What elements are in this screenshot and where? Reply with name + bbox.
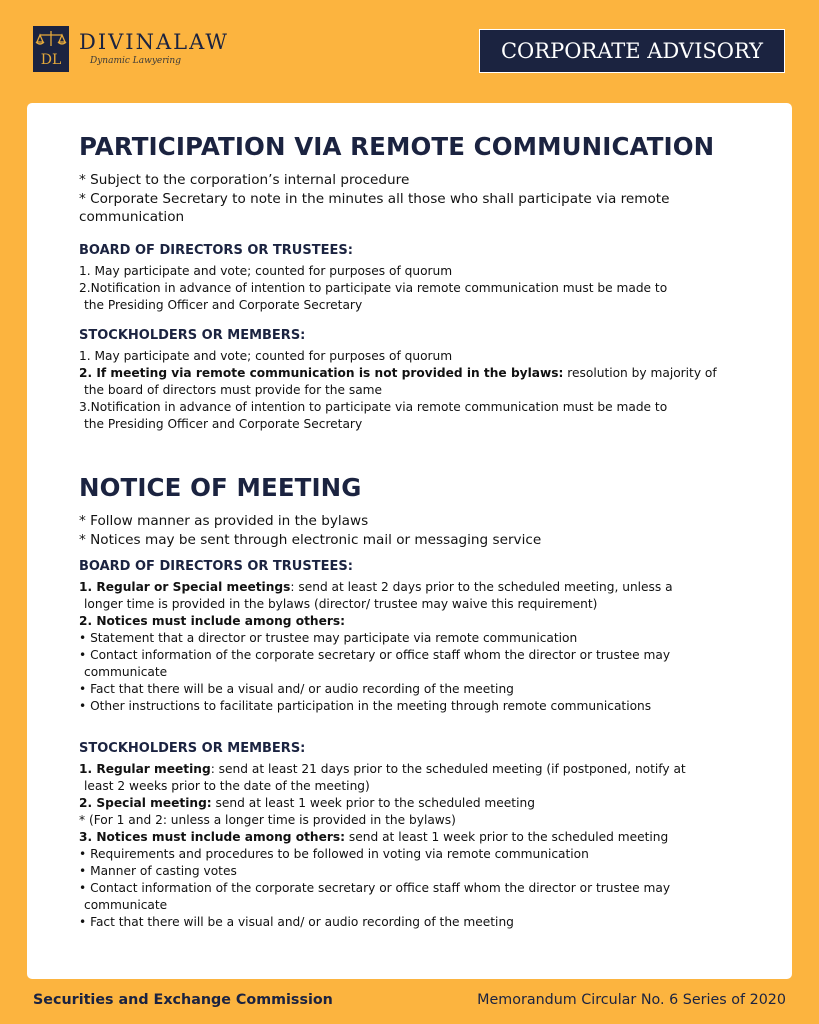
list-item-text: send at least 1 week prior to the scheduled meeting xyxy=(211,796,535,810)
section-title: NOTICE OF MEETING xyxy=(79,473,362,502)
list-item xyxy=(79,829,749,846)
list-item-bold: 2. If meeting via remote communication is not provided in the bylaws: xyxy=(79,365,564,380)
stockholders-subsection xyxy=(79,328,749,433)
brand-tagline: Dynamic Lawyering xyxy=(90,56,181,66)
list-item-bold: 2. Special meeting: xyxy=(79,796,212,810)
dot-item: • Other instructions to facilitate participation in the meeting through remote communications xyxy=(79,699,652,713)
board-subsection xyxy=(79,559,749,715)
board-list xyxy=(79,263,749,314)
list-item-continuation: the Presiding Officer and Corporate Secretary xyxy=(84,297,363,312)
section-bullets xyxy=(79,171,749,227)
section-notice-of-meeting xyxy=(79,473,749,931)
list-item-text: resolution by majority of xyxy=(563,365,717,380)
list-item-text: : send at least 2 days prior to the scheduled meeting, unless a xyxy=(290,580,673,594)
bullet-item: * Corporate Secretary to note in the minutes all those who shall participate via remote communication xyxy=(79,190,670,225)
section-participation xyxy=(79,132,749,433)
bullet-item: * Subject to the corporation’s internal procedure xyxy=(79,172,410,188)
list-note: * (For 1 and 2: unless a longer time is provided in the bylaws) xyxy=(79,813,456,827)
bullet-item: * Follow manner as provided in the bylaws xyxy=(79,513,369,529)
subsection-heading: BOARD OF DIRECTORS OR TRUSTEES: xyxy=(79,242,353,258)
footer-circular-reference: Memorandum Circular No. 6 Series of 2020 xyxy=(477,992,786,1008)
dot-item: • Statement that a director or trustee may participate via remote communication xyxy=(79,631,578,645)
list-item-continuation: least 2 weeks prior to the date of the meeting) xyxy=(84,779,370,793)
dot-item: • Fact that there will be a visual and/ or audio recording of the meeting xyxy=(79,682,514,696)
list-item: 1. May participate and vote; counted for purposes of quorum xyxy=(79,348,453,363)
board-subsection xyxy=(79,243,749,314)
dot-item: • Requirements and procedures to be followed in voting via remote communication xyxy=(79,847,589,861)
dot-item: • Contact information of the corporate secretary or office staff whom the director or trustee may xyxy=(79,648,671,662)
brand-name: DIVINALAW xyxy=(79,30,229,54)
list-item-continuation: the board of directors must provide for the same xyxy=(84,382,383,397)
divinalaw-logo xyxy=(33,26,233,76)
stockholders-subsection xyxy=(79,741,749,931)
list-item xyxy=(79,579,749,596)
section-bullets xyxy=(79,512,749,549)
dot-item: • Manner of casting votes xyxy=(79,864,237,878)
bullet-item: * Notices may be sent through electronic mail or messaging service xyxy=(79,531,542,548)
list-item-text: send at least 1 week prior to the scheduled meeting xyxy=(345,830,669,844)
list-item xyxy=(79,613,749,630)
list-item xyxy=(79,365,749,382)
dot-item-continuation: communicate xyxy=(84,665,168,679)
section-title: PARTICIPATION VIA REMOTE COMMUNICATION xyxy=(79,132,715,161)
list-item-continuation: longer time is provided in the bylaws (director/ trustee may waive this requirement) xyxy=(84,597,598,611)
dot-item: • Fact that there will be a visual and/ or audio recording of the meeting xyxy=(79,915,514,929)
list-item-bold: 1. Regular meeting xyxy=(79,762,211,776)
subsection-heading: STOCKHOLDERS OR MEMBERS: xyxy=(79,741,306,756)
list-item-bold: 1. Regular or Special meetings xyxy=(79,580,291,594)
subsection-heading: STOCKHOLDERS OR MEMBERS: xyxy=(79,327,306,343)
list-item xyxy=(79,795,749,812)
list-item: 2.Notification in advance of intention to participate via remote communication must be made to xyxy=(79,280,668,295)
stockholders-list xyxy=(79,348,749,433)
scales-of-justice-icon xyxy=(33,26,69,72)
board-list xyxy=(79,579,749,715)
svg-text:DL: DL xyxy=(40,52,62,68)
list-item-bold: 3. Notices must include among others: xyxy=(79,830,346,844)
dot-item: • Contact information of the corporate secretary or office staff whom the director or trustee may xyxy=(79,881,671,895)
list-item: 1. May participate and vote; counted for purposes of quorum xyxy=(79,263,453,278)
list-item-text: : send at least 21 days prior to the scheduled meeting (if postponed, notify at xyxy=(210,762,686,776)
corporate-advisory-badge: CORPORATE ADVISORY xyxy=(479,29,785,73)
dot-item-continuation: communicate xyxy=(84,898,168,912)
list-item-bold: 2. Notices must include among others: xyxy=(79,614,346,628)
stockholders-list xyxy=(79,761,749,931)
footer-issuer: Securities and Exchange Commission xyxy=(33,992,333,1008)
list-item xyxy=(79,761,749,778)
subsection-heading: BOARD OF DIRECTORS OR TRUSTEES: xyxy=(79,559,353,574)
list-item: 3.Notification in advance of intention to participate via remote communication must be made to xyxy=(79,399,668,414)
list-item-continuation: the Presiding Officer and Corporate Secretary xyxy=(84,416,363,431)
